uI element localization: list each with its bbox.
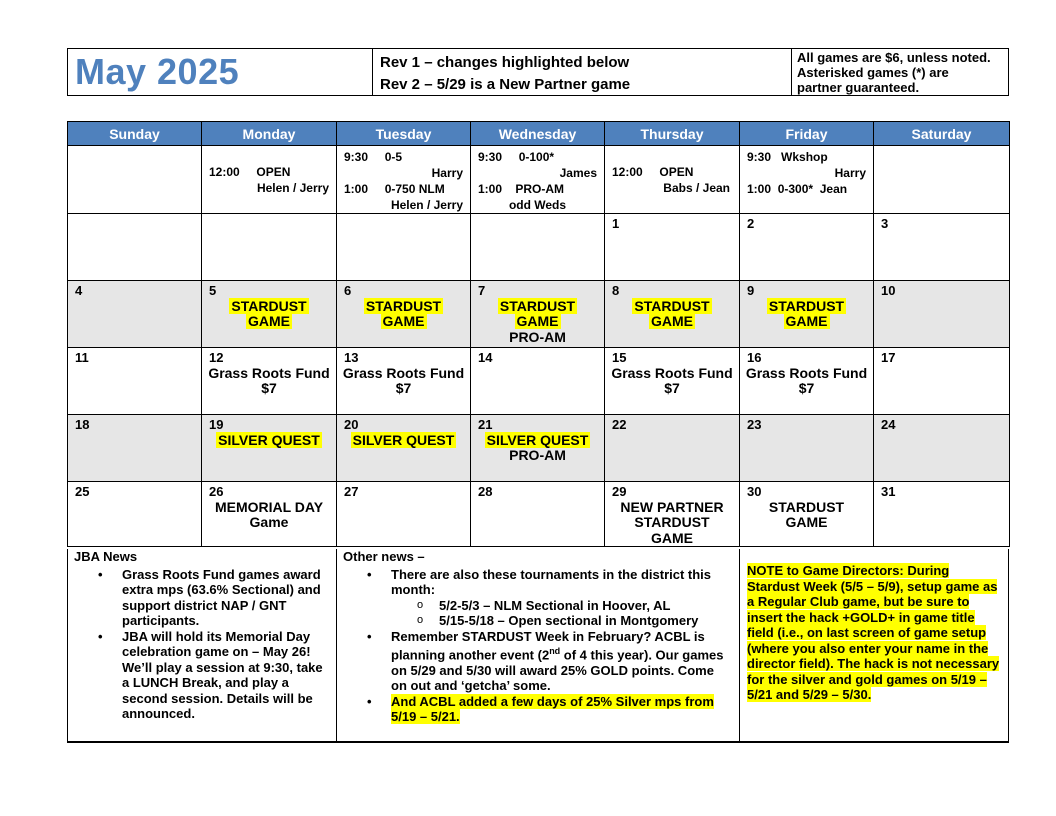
week-row bbox=[68, 348, 1010, 415]
schedule-game: OPEN bbox=[256, 165, 291, 179]
schedule-time: 12:00 bbox=[612, 165, 643, 179]
schedule-game: 0-750 NLM bbox=[384, 182, 445, 196]
event-proam: PRO-AM bbox=[509, 328, 566, 345]
list-item bbox=[391, 629, 733, 694]
event-game: GAME bbox=[248, 313, 290, 329]
weekday-monday: Monday bbox=[202, 122, 337, 146]
schedule-game: 0-300* bbox=[777, 182, 814, 196]
schedule-wednesday bbox=[471, 146, 605, 214]
weekday-wednesday: Wednesday bbox=[471, 122, 605, 146]
day-cell bbox=[68, 348, 202, 415]
jba-news bbox=[68, 549, 337, 741]
schedule-game: Wkshop bbox=[781, 150, 828, 164]
day-number: 26 bbox=[209, 484, 224, 499]
schedule-director: Babs / Jean bbox=[663, 181, 730, 195]
schedule-director: Harry bbox=[834, 166, 866, 180]
schedule-sunday bbox=[68, 146, 202, 214]
schedule-director: James bbox=[559, 166, 597, 180]
day-cell bbox=[740, 281, 874, 348]
schedule-line bbox=[344, 181, 463, 197]
schedule-line bbox=[478, 149, 597, 165]
news-section bbox=[67, 549, 1009, 743]
schedule-time: 9:30 bbox=[478, 150, 503, 164]
day-cell bbox=[68, 415, 202, 482]
schedule-game: PRO-AM bbox=[515, 182, 565, 196]
day-cell bbox=[605, 348, 740, 415]
jba-news-list bbox=[74, 567, 330, 722]
schedule-time: 1:00 bbox=[344, 182, 369, 196]
day-number: 8 bbox=[612, 283, 620, 298]
schedule-time: 9:30 bbox=[747, 150, 772, 164]
day-number: 3 bbox=[881, 216, 889, 231]
day-cell bbox=[337, 348, 471, 415]
day-number: 13 bbox=[344, 350, 359, 365]
day-number: 30 bbox=[747, 484, 762, 499]
event-price: $7 bbox=[664, 380, 680, 396]
week-row bbox=[68, 214, 1010, 281]
schedule-monday bbox=[202, 146, 337, 214]
weekday-header-row bbox=[68, 122, 1010, 146]
calendar-grid bbox=[67, 121, 1010, 547]
day-number: 24 bbox=[881, 417, 896, 432]
day-cell bbox=[337, 281, 471, 348]
event-grass-roots: Grass Roots Fund bbox=[745, 364, 868, 381]
rev1-label: Rev 1 bbox=[380, 54, 421, 71]
day-cell bbox=[202, 214, 337, 281]
weekday-tuesday: Tuesday bbox=[337, 122, 471, 146]
schedule-director: Harry bbox=[431, 166, 463, 180]
day-number: 4 bbox=[75, 283, 83, 298]
day-number: 20 bbox=[344, 417, 359, 432]
day-cell bbox=[471, 482, 605, 547]
day-number: 21 bbox=[478, 417, 493, 432]
day-cell bbox=[337, 214, 471, 281]
day-cell bbox=[471, 348, 605, 415]
list-item-text: There are also these tournaments in the district this month: bbox=[391, 566, 712, 597]
calendar-header bbox=[67, 48, 1009, 96]
other-news-list bbox=[343, 567, 733, 725]
day-cell bbox=[337, 415, 471, 482]
revision-notes bbox=[373, 49, 792, 95]
event-stardust: STARDUST bbox=[231, 297, 307, 314]
day-number: 10 bbox=[881, 283, 896, 298]
day-number: 12 bbox=[209, 350, 224, 365]
event-price: $7 bbox=[261, 380, 277, 396]
day-number: 1 bbox=[612, 216, 620, 231]
rev2-label: Rev 2 bbox=[380, 76, 421, 93]
day-cell bbox=[68, 214, 202, 281]
list-item bbox=[391, 567, 733, 629]
event-proam: PRO-AM bbox=[509, 447, 566, 463]
day-cell bbox=[740, 214, 874, 281]
event-stardust: STARDUST bbox=[365, 297, 442, 314]
list-item: • Grass Roots Fund games award extra mps (63.6% Sectional) and support district NAP / GNT participants. bbox=[122, 567, 330, 629]
event-game: GAME bbox=[516, 313, 559, 329]
day-cell bbox=[740, 348, 874, 415]
event-stardust: STARDUST bbox=[499, 297, 576, 314]
day-cell bbox=[202, 348, 337, 415]
day-number: 7 bbox=[478, 283, 486, 298]
rev2-line bbox=[380, 74, 784, 96]
day-number: 5 bbox=[209, 283, 217, 298]
day-number: 14 bbox=[478, 350, 493, 365]
day-cell bbox=[605, 415, 740, 482]
day-number: 27 bbox=[344, 484, 359, 499]
week-row bbox=[68, 281, 1010, 348]
day-cell bbox=[202, 281, 337, 348]
pricing-note bbox=[792, 49, 1008, 95]
event-game: GAME bbox=[785, 514, 828, 530]
day-cell bbox=[874, 214, 1010, 281]
schedule-line bbox=[747, 181, 866, 197]
pricing-note-line: partner guaranteed. bbox=[797, 80, 920, 95]
day-cell bbox=[605, 214, 740, 281]
event-silver-quest: SILVER QUEST bbox=[486, 431, 589, 448]
day-number: 25 bbox=[75, 484, 90, 499]
event-game: Game bbox=[249, 514, 289, 530]
day-number: 23 bbox=[747, 417, 762, 432]
day-number: 28 bbox=[478, 484, 493, 499]
weekday-sunday: Sunday bbox=[68, 122, 202, 146]
schedule-director: Jean bbox=[819, 182, 848, 196]
schedule-tuesday bbox=[337, 146, 471, 214]
schedule-director: Helen / Jerry bbox=[390, 198, 463, 212]
schedule-time: 12:00 bbox=[209, 165, 240, 179]
tournament-list bbox=[391, 598, 733, 629]
day-number: 17 bbox=[881, 350, 896, 365]
event-stardust: STARDUST bbox=[768, 498, 845, 515]
schedule-director: Helen / Jerry bbox=[256, 181, 329, 195]
day-number: 15 bbox=[612, 350, 627, 365]
director-note bbox=[740, 549, 1008, 741]
list-item-text: And ACBL added a few days of 25% Silver mps from 5/19 – 5/21. bbox=[391, 693, 714, 725]
day-number: 6 bbox=[344, 283, 352, 298]
day-cell bbox=[605, 281, 740, 348]
list-item: o 5/15-5/18 – Open sectional in Montgomery bbox=[439, 613, 733, 629]
event-new-partner: NEW PARTNER bbox=[620, 498, 724, 515]
pricing-note-line: All games are $6, unless noted. bbox=[797, 50, 991, 65]
day-cell bbox=[740, 482, 874, 547]
event-price: $7 bbox=[395, 380, 412, 396]
event-game: GAME bbox=[785, 313, 828, 329]
schedule-line bbox=[612, 164, 732, 180]
rev2-text: – 5/29 is a New Partner game bbox=[420, 76, 631, 93]
day-number: 19 bbox=[209, 417, 224, 432]
day-number: 18 bbox=[75, 417, 90, 432]
day-cell bbox=[874, 482, 1010, 547]
day-cell bbox=[874, 348, 1010, 415]
schedule-game: 0-100* bbox=[518, 150, 555, 164]
event-stardust: STARDUST bbox=[768, 297, 845, 314]
weekly-schedule-row bbox=[68, 146, 1010, 214]
day-cell bbox=[471, 214, 605, 281]
day-number: 31 bbox=[881, 484, 896, 499]
event-stardust: STARDUST bbox=[634, 514, 710, 530]
jba-news-heading: JBA News bbox=[74, 549, 138, 564]
list-item: • JBA will hold its Memorial Day celebration game on – May 26! We’ll play a session at 9:30, take a LUNCH Break, and play a second session. Details will be announced. bbox=[122, 629, 330, 722]
superscript: nd bbox=[549, 646, 561, 656]
weekday-friday: Friday bbox=[740, 122, 874, 146]
rev1-line bbox=[380, 52, 784, 74]
event-game: GAME bbox=[651, 313, 693, 329]
other-news-heading: Other news – bbox=[343, 549, 425, 564]
pricing-note-line: Asterisked games (*) are bbox=[797, 65, 949, 80]
event-stardust: STARDUST bbox=[634, 297, 710, 314]
schedule-time: 1:00 bbox=[478, 182, 503, 196]
schedule-line bbox=[478, 181, 597, 197]
other-news bbox=[337, 549, 740, 741]
day-cell bbox=[874, 415, 1010, 482]
list-item-text: Remember STARDUST Week in February? ACBL is planning another event (2 bbox=[391, 628, 705, 663]
day-cell bbox=[68, 482, 202, 547]
schedule-time: 1:00 bbox=[747, 182, 772, 196]
day-cell bbox=[471, 415, 605, 482]
schedule-saturday bbox=[874, 146, 1010, 214]
event-game: GAME bbox=[651, 529, 693, 546]
weekday-thursday: Thursday bbox=[605, 122, 740, 146]
schedule-line bbox=[344, 149, 463, 165]
weekday-saturday: Saturday bbox=[874, 122, 1010, 146]
list-item-text: of 4 this year). Our games on 5/29 and 5/30 will award 25% GOLD points. Come on out and ‘getcha’ some. bbox=[391, 647, 724, 694]
event-grass-roots: Grass Roots Fund bbox=[342, 364, 465, 381]
rev1-text: – changes highlighted below bbox=[420, 54, 630, 71]
event-game: GAME bbox=[382, 313, 425, 329]
day-cell bbox=[337, 482, 471, 547]
day-cell bbox=[874, 281, 1010, 348]
day-number: 16 bbox=[747, 350, 762, 365]
list-item: o 5/2-5/3 – NLM Sectional in Hoover, AL bbox=[439, 598, 733, 614]
director-note-text: NOTE to Game Directors: During Stardust Week (5/5 – 5/9), setup game as a Regular Club game, but be sure to insert the hack +GOLD+ in game title field (i.e., on last screen of game setup (where you also enter your name in the director field). The hack is not necessary for the silver and gold games on 5/19 – 5/21 and 5/29 – 5/30. bbox=[747, 563, 1000, 702]
day-cell bbox=[202, 482, 337, 547]
schedule-game: 0-5 bbox=[384, 150, 403, 164]
day-cell bbox=[740, 415, 874, 482]
schedule-time: 9:30 bbox=[344, 150, 369, 164]
week-row bbox=[68, 482, 1010, 547]
day-number: 11 bbox=[75, 350, 89, 365]
week-row bbox=[68, 415, 1010, 482]
day-cell bbox=[471, 281, 605, 348]
event-memorial-day: MEMORIAL DAY bbox=[214, 498, 324, 515]
event-silver-quest: SILVER QUEST bbox=[352, 431, 455, 448]
day-number: 22 bbox=[612, 417, 627, 432]
list-item bbox=[391, 694, 733, 725]
day-number: 29 bbox=[612, 484, 627, 499]
event-silver-quest: SILVER QUEST bbox=[218, 431, 320, 448]
day-cell bbox=[605, 482, 740, 547]
schedule-thursday bbox=[605, 146, 740, 214]
day-number: 2 bbox=[747, 216, 755, 231]
schedule-friday bbox=[740, 146, 874, 214]
month-title: May 2025 bbox=[75, 51, 240, 92]
event-grass-roots: Grass Roots Fund bbox=[208, 364, 330, 381]
day-cell bbox=[68, 281, 202, 348]
schedule-note: odd Weds bbox=[508, 198, 567, 212]
schedule-line bbox=[747, 149, 866, 165]
schedule-game: OPEN bbox=[659, 165, 694, 179]
day-number: 9 bbox=[747, 283, 755, 298]
event-grass-roots: Grass Roots Fund bbox=[611, 364, 733, 381]
day-cell bbox=[202, 415, 337, 482]
event-price: $7 bbox=[798, 380, 815, 396]
month-title-cell bbox=[68, 49, 373, 95]
schedule-line bbox=[209, 164, 329, 180]
